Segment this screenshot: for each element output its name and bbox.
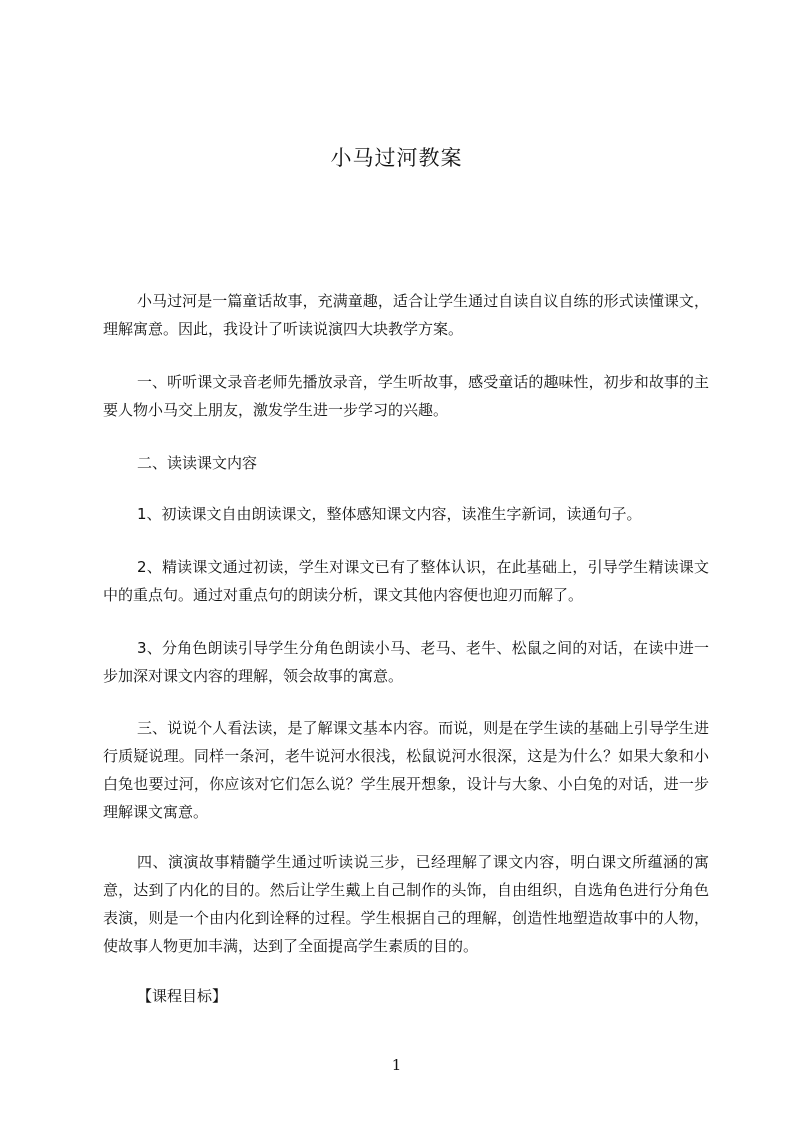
step-one-paragraph: 1、初读课文自由朗读课文，整体感知课文内容，读准生字新词，读通句子。 [137,505,642,523]
intro-paragraph: 小马过河是一篇童话故事，充满童趣，适合让学生通过自读自议自练的形式读懂课文，理解寓意。因此，我设计了听读说演四大块教学方案。 [103,292,709,338]
section-four-paragraph: 四、演演故事精髓学生通过听读说三步，已经理解了课文内容，明白课文所蕴涵的寓意，达到了内化的目的。然后让学生戴上自己制作的头饰，自由组织，自选角色进行分角色表演，则是一个由内化到诠释的过程。学生根据自己的理解，创造性地塑造故事中的人物，使故事人物更加丰满，达到了全面提高学生素质的目的。 [103,853,709,955]
step-three-paragraph: 3、分角色朗读引导学生分角色朗读小马、老马、老牛、松鼠之间的对话，在读中进一步加深对课文内容的理解，领会故事的寓意。 [103,639,709,685]
step-two-paragraph: 2、精读课文通过初读，学生对课文已有了整体认识，在此基础上，引导学生精读课文中的重点句。通过对重点句的朗读分析，课文其他内容便也迎刃而解了。 [103,558,709,604]
page-number: 1 [391,1056,402,1074]
section-one-paragraph: 一、听听课文录音老师先播放录音，学生听故事，感受童话的趣味性，初步和故事的主要人物小马交上朋友，激发学生进一步学习的兴趣。 [103,373,709,419]
course-goals-heading: 【课程目标】 [137,987,228,1005]
section-two-heading: 二、读读课文内容 [137,454,258,472]
section-three-paragraph: 三、说说个人看法读，是了解课文基本内容。而说，则是在学生读的基础上引导学生进行质疑说理。同样一条河，老牛说河水很浅，松鼠说河水很深，这是为什么？如果大象和小白兔也要过河，你应该对它们怎么说？学生展开想象，设计与大象、小白兔的对话，进一步理解课文寓意。 [103,719,709,821]
document-title: 小马过河教案 [330,146,463,170]
